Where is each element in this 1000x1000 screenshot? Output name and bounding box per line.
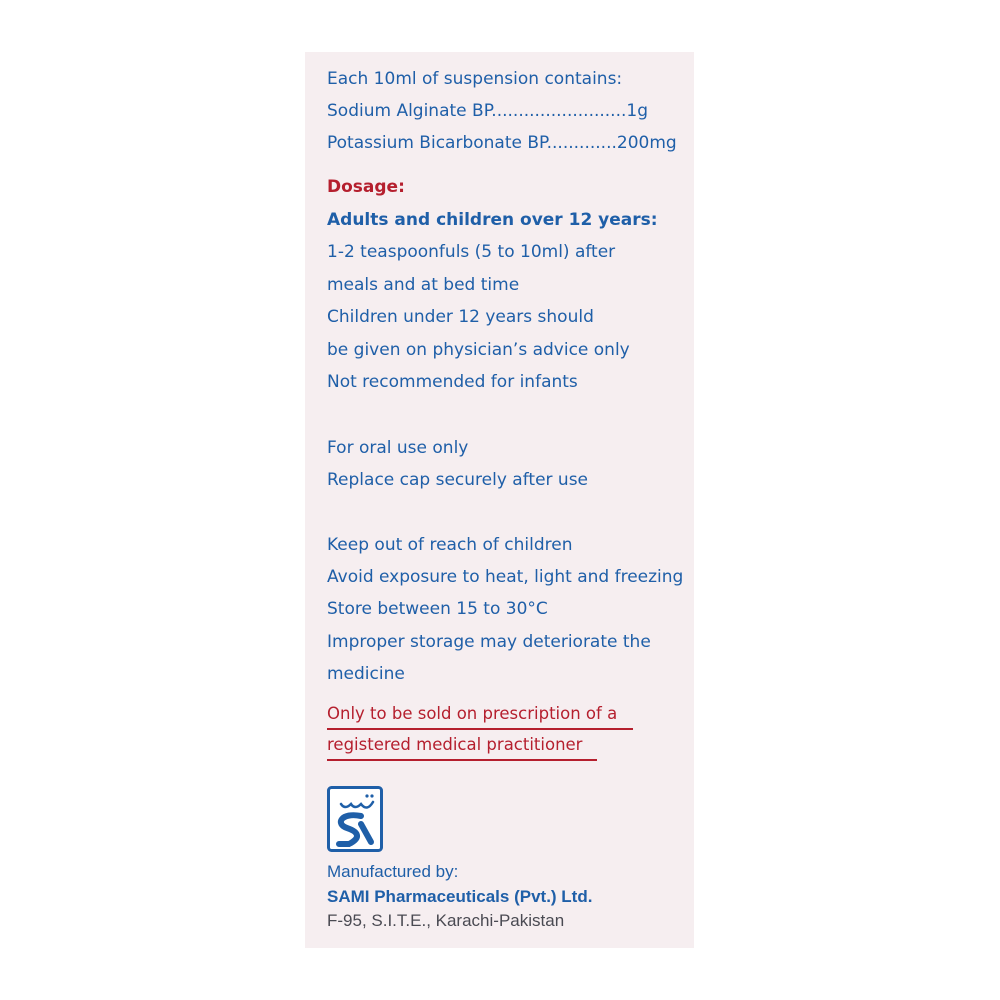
dosage-subtitle: Adults and children over 12 years: [327, 210, 658, 230]
storage-line: medicine [327, 664, 405, 684]
usage-line: Replace cap securely after use [327, 470, 589, 490]
prescription-notice-line: Only to be sold on prescription of a [327, 704, 618, 723]
storage-line: Improper storage may deteriorate the [327, 632, 651, 652]
manufactured-by-label: Manufactured by: [327, 862, 459, 881]
sami-logo-icon [327, 786, 383, 852]
usage-line: For oral use only [327, 438, 469, 458]
manufacturer-address: F-95, S.I.T.E., Karachi-Pakistan [327, 911, 565, 930]
dosage-line: Children under 12 years should [327, 307, 594, 327]
storage-line: Keep out of reach of children [327, 535, 573, 555]
dosage-title: Dosage: [327, 177, 405, 197]
storage-line: Store between 15 to 30°C [327, 599, 548, 619]
manufacturer-name: SAMI Pharmaceuticals (Pvt.) Ltd. [327, 887, 593, 906]
composition-heading: Each 10ml of suspension contains: [327, 69, 623, 89]
prescription-underline [327, 728, 633, 730]
dosage-line: Not recommended for infants [327, 372, 578, 392]
medicine-label-panel [305, 52, 694, 948]
prescription-underline [327, 759, 597, 761]
dosage-line: 1-2 teaspoonfuls (5 to 10ml) after [327, 242, 616, 262]
ingredient-sodium-alginate: Sodium Alginate BP.........................1g [327, 101, 648, 121]
storage-line: Avoid exposure to heat, light and freezing [327, 567, 684, 587]
prescription-notice-line: registered medical practitioner [327, 735, 583, 754]
ingredient-potassium-bicarbonate: Potassium Bicarbonate BP.............200mg [327, 133, 677, 153]
dosage-line: meals and at bed time [327, 275, 520, 295]
dosage-line: be given on physician’s advice only [327, 340, 630, 360]
